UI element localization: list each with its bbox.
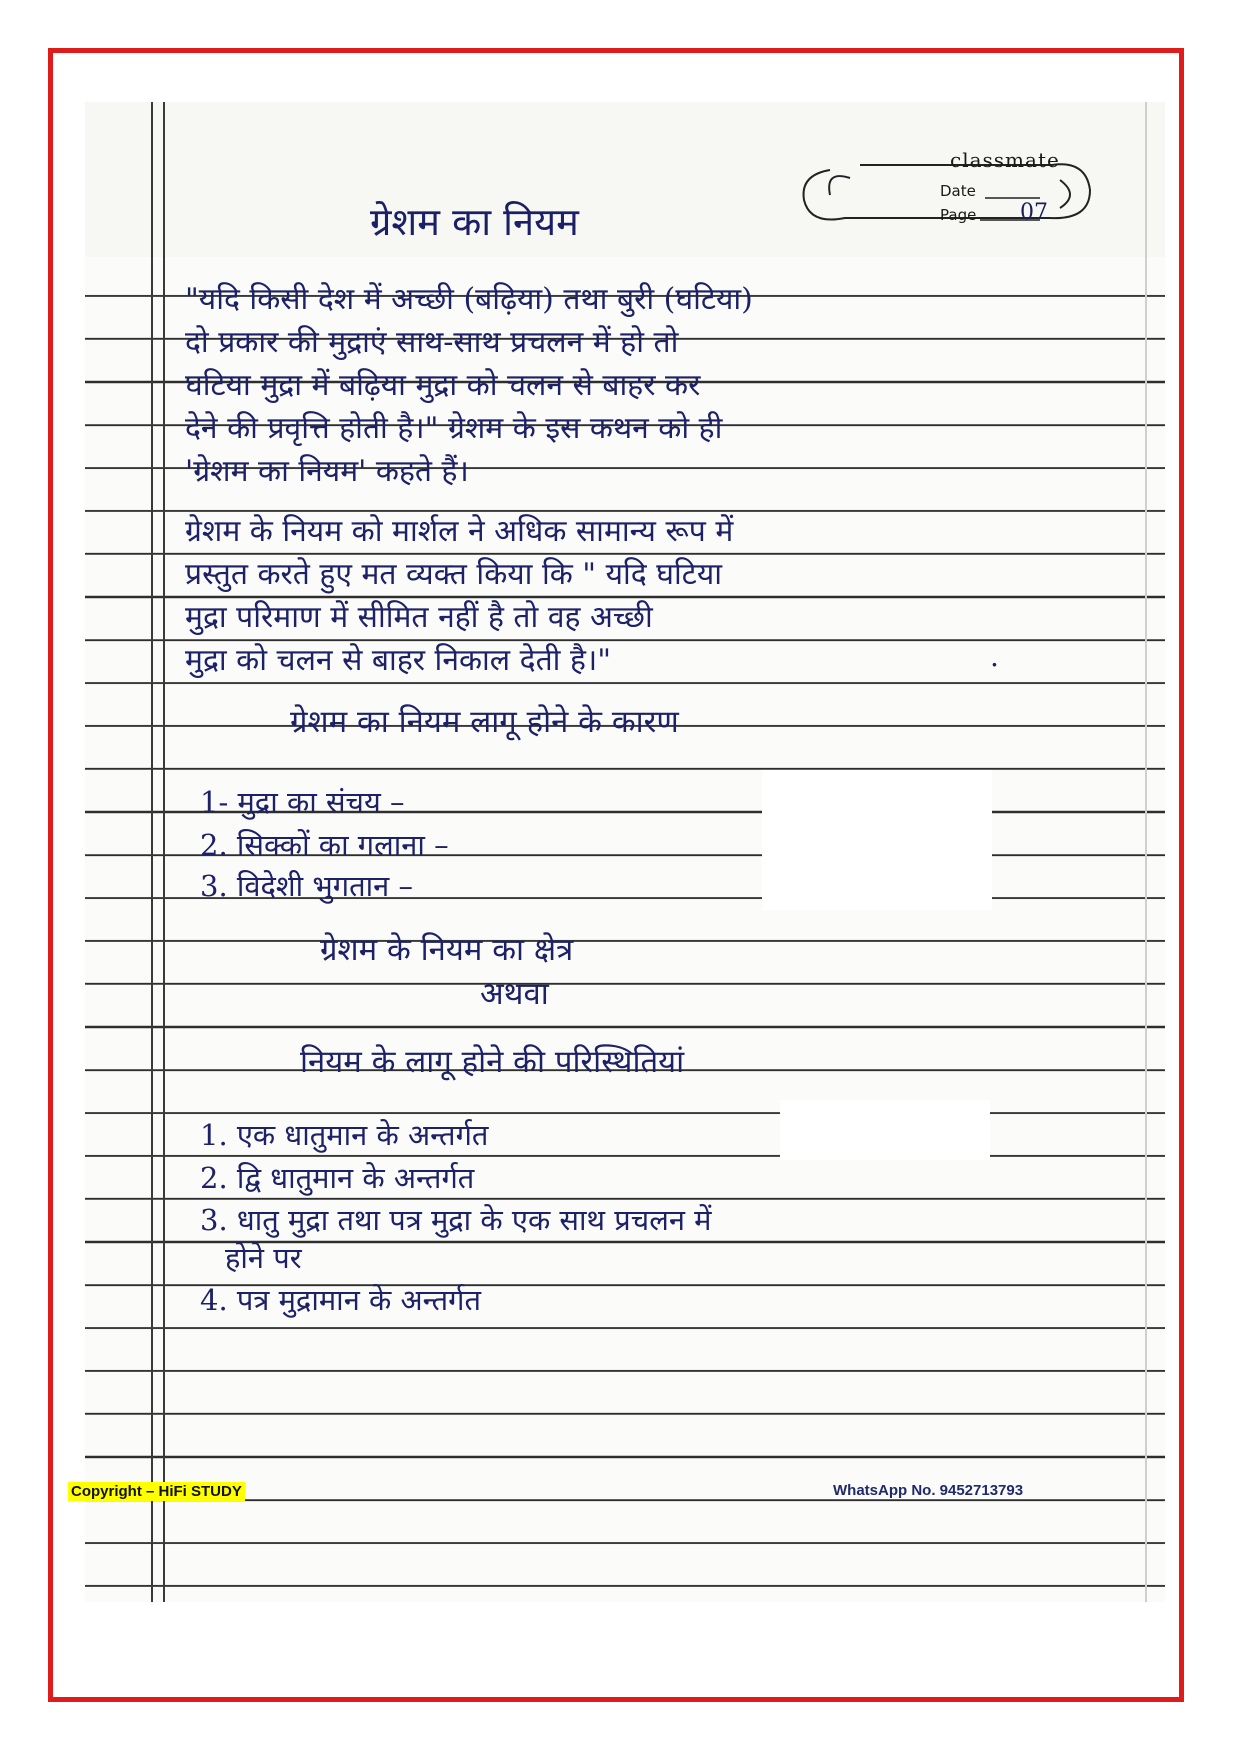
condition-item: 3. धातु मुद्रा तथा पत्र मुद्रा के एक साथ प्रचलन में	[200, 1203, 712, 1237]
reason-item: 1- मुद्रा का संचय –	[200, 785, 405, 819]
margin-line-left-2	[163, 102, 165, 1602]
margin-line-left-1	[151, 102, 153, 1602]
heading-scope: ग्रेशम के नियम का क्षेत्र	[320, 932, 574, 968]
paragraph-line: मुद्रा को चलन से बाहर निकाल देती है।"	[185, 643, 612, 678]
paragraph-marshall	[185, 510, 1025, 682]
condition-item: 4. पत्र मुद्रामान के अन्तर्गत	[200, 1283, 481, 1317]
paragraph-line: प्रस्तुत करते हुए मत व्यक्त किया कि " यदि घटिया	[185, 557, 723, 592]
paragraph-line: घटिया मुद्रा में बढ़िया मुद्रा को चलन से बाहर कर	[185, 368, 701, 403]
brand-name: classmate	[950, 148, 1060, 172]
condition-item: होने पर	[225, 1241, 302, 1275]
page-title: ग्रेशम का नियम	[370, 200, 579, 244]
condition-item: 1. एक धातुमान के अन्तर्गत	[200, 1118, 489, 1152]
paragraph-line: 'ग्रेशम का नियम' कहते हैं।	[185, 454, 469, 489]
paragraph-line: मुद्रा परिमाण में सीमित नहीं है तो वह अच्छी	[185, 600, 653, 635]
paragraph-line: "यदि किसी देश में अच्छी (बढ़िया) तथा बुरी (घटिया)	[185, 282, 753, 317]
whatsapp-label: WhatsApp No. 9452713793	[833, 1482, 1024, 1499]
whiteout-patch	[780, 1100, 990, 1160]
margin-line-right	[1145, 102, 1147, 1602]
copyright-label: Copyright – HiFi STUDY	[68, 1482, 245, 1501]
condition-item: 2. द्वि धातुमान के अन्तर्गत	[200, 1161, 475, 1195]
reason-item: 2. सिक्कों का गलाना –	[200, 828, 449, 862]
date-label: Date	[940, 182, 976, 200]
whiteout-patch	[762, 770, 992, 910]
paragraph-definition	[185, 278, 1025, 493]
heading-conditions: नियम के लागू होने की परिस्थितियां	[300, 1044, 685, 1080]
paragraph-line: देने की प्रवृत्ति होती है।" ग्रेशम के इस कथन को ही	[185, 411, 723, 446]
ink-mark: .	[990, 640, 999, 673]
reason-item: 3. विदेशी भुगतान –	[200, 869, 413, 903]
page-number: 07	[1020, 200, 1048, 225]
paragraph-line: दो प्रकार की मुद्राएं साथ-साथ प्रचलन में हो तो	[185, 325, 679, 360]
heading-or: अथवा	[480, 976, 549, 1012]
notebook-brand-box	[790, 140, 1100, 240]
page-label: Page	[940, 206, 977, 224]
heading-reasons: ग्रेशम का नियम लागू होने के कारण	[290, 704, 679, 740]
paragraph-line: ग्रेशम के नियम को मार्शल ने अधिक सामान्य रूप में	[185, 514, 734, 549]
